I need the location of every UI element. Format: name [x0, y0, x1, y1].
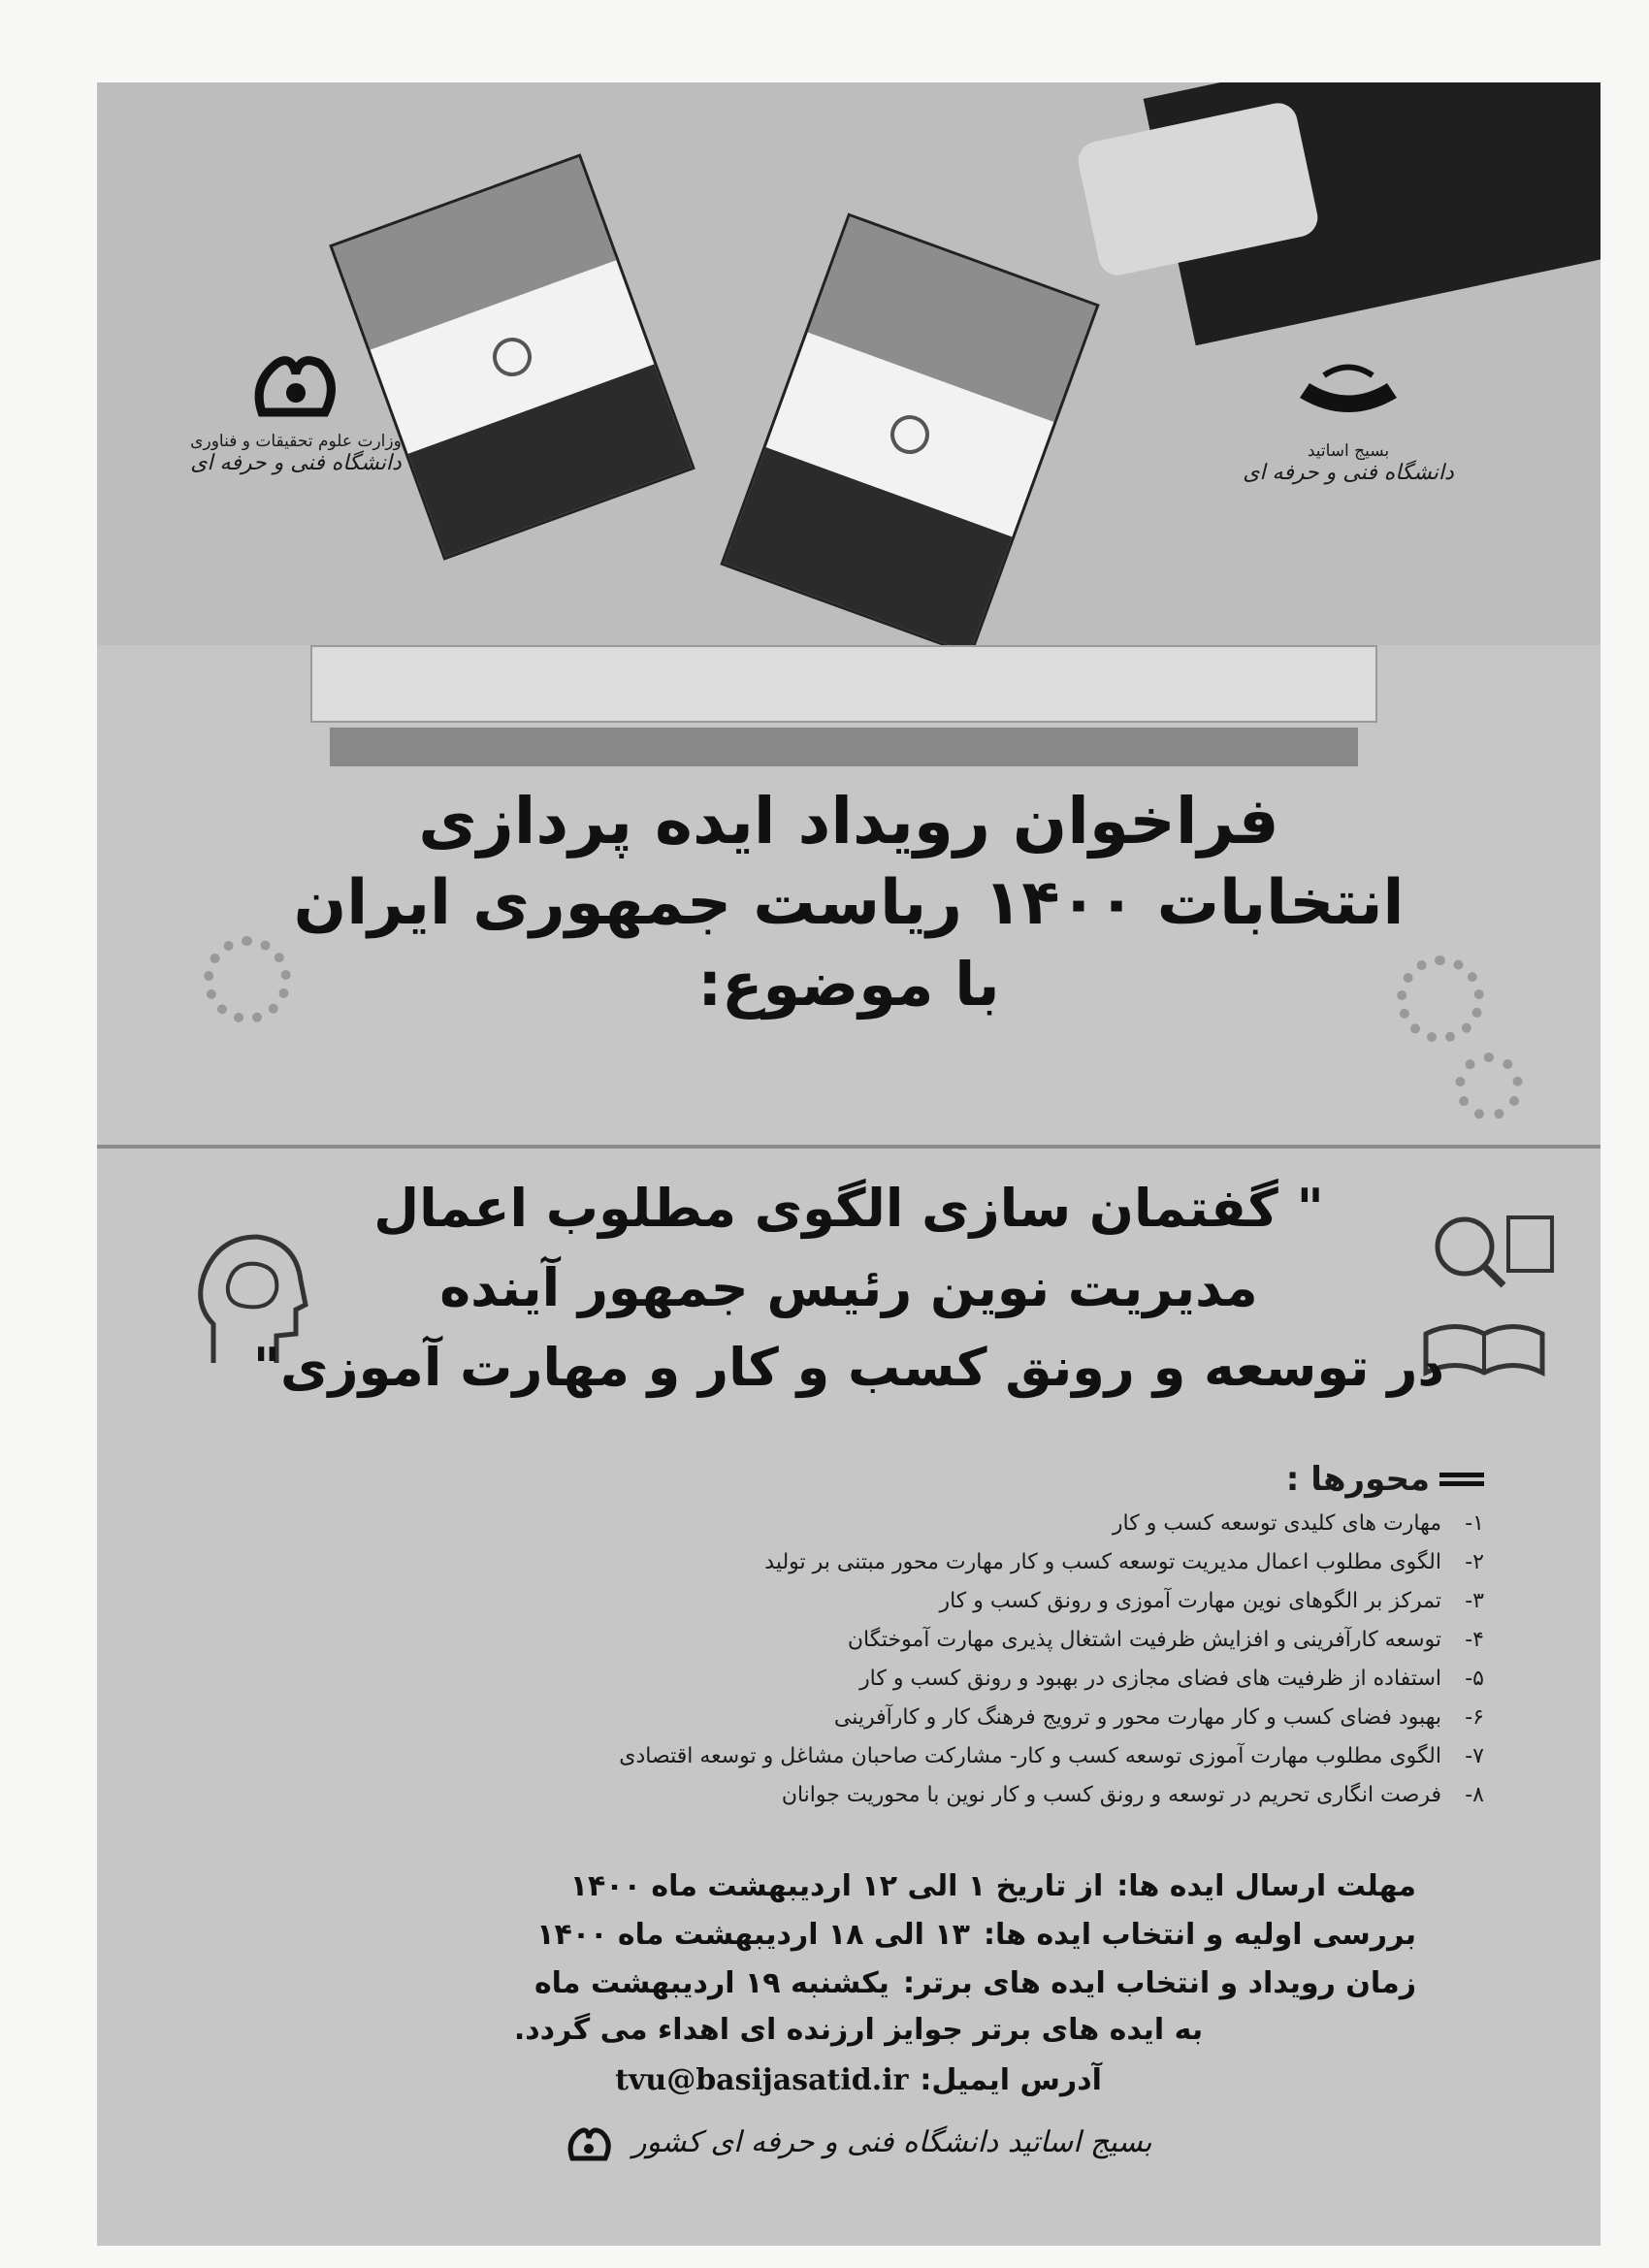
- review-period: [349, 1911, 1416, 1960]
- item-text: الگوی مطلوب اعمال مدیریت توسعه کسب و کار مهارت محور مبتنی بر تولید: [764, 1550, 1441, 1574]
- email-label: آدرس ایمیل:: [920, 2063, 1102, 2097]
- submission-deadline: [349, 1863, 1416, 1911]
- iran-flag-icon: [720, 212, 1099, 656]
- ballot-box-slot: [310, 645, 1377, 723]
- list-item: [291, 1737, 1484, 1776]
- ministry-label: وزارت علوم تحقیقات و فناوری: [190, 432, 402, 451]
- list-item: [291, 1660, 1484, 1699]
- list-item: [291, 1505, 1484, 1543]
- section-divider: [97, 1145, 1600, 1149]
- subject-block: [242, 1169, 1455, 1408]
- basij-university-label: دانشگاه فنی و حرفه ای: [1243, 461, 1454, 485]
- axes-heading-label: محورها :: [1285, 1460, 1430, 1499]
- submission-label: مهلت ارسال ایده ها:: [1116, 1869, 1416, 1903]
- gear-icon: [1455, 1053, 1523, 1120]
- item-text: توسعه کارآفرینی و افزایش ظرفیت اشتغال پذیری مهارت آموختگان: [847, 1628, 1441, 1652]
- university-emblem-icon: [242, 344, 349, 422]
- item-text: فرصت انگاری تحریم در توسعه و رونق کسب و کار نوین با محوریت جوانان: [781, 1783, 1441, 1807]
- main-title: [194, 781, 1504, 1025]
- event-date: [349, 1960, 1416, 2008]
- basij-label: بسیج اساتید: [1307, 441, 1390, 461]
- item-number: ۸-: [1465, 1783, 1484, 1807]
- submission-value: از تاریخ ۱ الی ۱۲ اردیبهشت ماه ۱۴۰۰: [569, 1869, 1104, 1903]
- item-number: ۴-: [1465, 1628, 1484, 1652]
- item-text: الگوی مطلوب مهارت آموزی توسعه کسب و کار- مشارکت صاحبان مشاغل و توسعه اقتصادی: [619, 1744, 1441, 1768]
- item-number: ۶-: [1465, 1705, 1484, 1730]
- menu-bars-icon: [1439, 1469, 1484, 1490]
- ballot-box-shadow: [330, 728, 1358, 766]
- university-label: دانشگاه فنی و حرفه ای: [190, 451, 402, 475]
- university-emblem-icon: [565, 2124, 613, 2163]
- item-text: تمرکز بر الگوهای نوین مهارت آموزی و رونق کسب و کار: [939, 1589, 1441, 1613]
- subject-line-2: مدیریت نوین رئیس جمهور آینده: [439, 1257, 1258, 1318]
- axes-list: [291, 1505, 1484, 1815]
- footer-signature: [349, 2124, 1368, 2163]
- prize-note: به ایده های برتر جوایز ارزنده ای اهداء می گردد.: [513, 2013, 1204, 2047]
- review-label: بررسی اولیه و انتخاب ایده ها:: [983, 1918, 1416, 1952]
- university-logo: [184, 344, 407, 475]
- email-address-link[interactable]: tvu@basijasatid.ir: [615, 2063, 909, 2097]
- item-text: مهارت های کلیدی توسعه کسب و کار: [1112, 1511, 1441, 1536]
- list-item: [291, 1621, 1484, 1660]
- title-line-1: فراخوان رویداد ایده پردازی: [418, 784, 1279, 859]
- item-text: استفاده از ظرفیت های فضای مجازی در بهبود و رونق کسب و کار: [859, 1667, 1441, 1691]
- list-item: [291, 1699, 1484, 1737]
- axes-section: [291, 1460, 1484, 1815]
- list-item: [291, 1582, 1484, 1621]
- item-number: ۲-: [1465, 1550, 1484, 1574]
- basij-emblem-icon: [1295, 354, 1402, 432]
- event-label: زمان رویداد و انتخاب ایده های برتر:: [902, 1966, 1416, 2000]
- email-row: [349, 2063, 1368, 2097]
- title-line-2: انتخابات ۱۴۰۰ ریاست جمهوری ایران: [293, 867, 1405, 939]
- event-value: یکشنبه ۱۹ اردیبهشت ماه: [534, 1966, 889, 2000]
- item-number: ۵-: [1465, 1667, 1484, 1691]
- basij-logo: [1232, 354, 1465, 485]
- item-text: بهبود فضای کسب و کار مهارت محور و ترویج فرهنگ کار و کارآفرینی: [833, 1705, 1441, 1730]
- item-number: ۱-: [1465, 1511, 1484, 1536]
- list-item: [291, 1776, 1484, 1815]
- item-number: ۳-: [1465, 1589, 1484, 1613]
- list-item: [291, 1543, 1484, 1582]
- subject-line-1: " گفتمان سازی الگوی مطلوب اعمال: [373, 1178, 1324, 1239]
- axes-heading: [291, 1460, 1484, 1499]
- schedule-section: [349, 1863, 1416, 2008]
- title-line-3: با موضوع:: [697, 949, 1000, 1020]
- poster: [97, 82, 1600, 2246]
- subject-line-3: در توسعه و رونق کسب و کار و مهارت آموزی": [252, 1337, 1445, 1398]
- item-number: ۷-: [1465, 1744, 1484, 1768]
- footer-text: بسیج اساتید دانشگاه فنی و حرفه ای کشور: [632, 2125, 1152, 2159]
- header-illustration: [97, 82, 1600, 645]
- review-value: ۱۳ الی ۱۸ اردیبهشت ماه ۱۴۰۰: [536, 1918, 970, 1952]
